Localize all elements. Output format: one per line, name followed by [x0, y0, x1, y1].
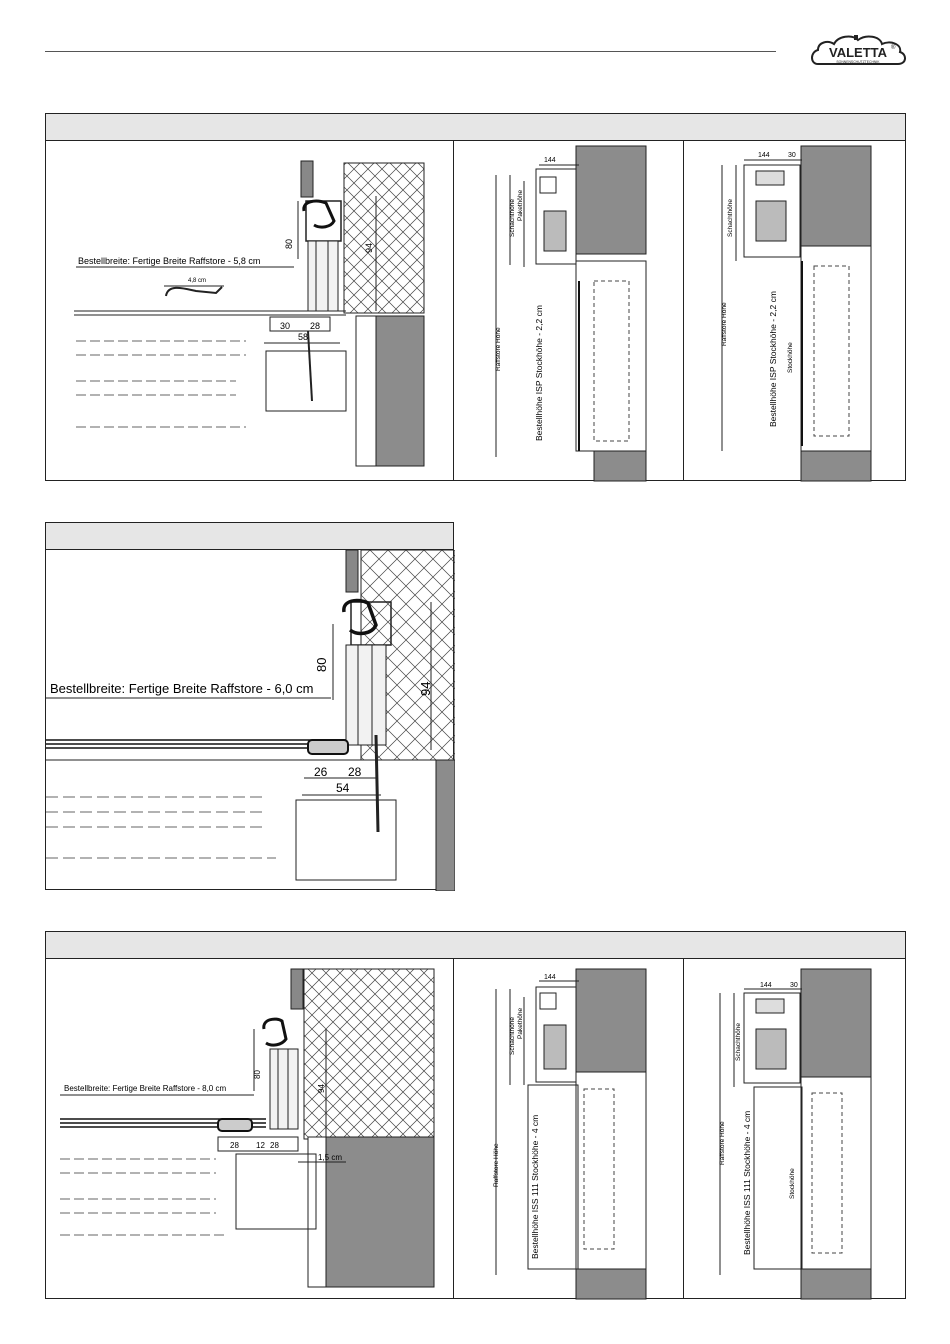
section3-detail-panel	[45, 958, 454, 1299]
s1-dim-48cm: 4,8 cm	[188, 278, 207, 284]
s1a-pakethoehe: Pakethöhe	[517, 189, 524, 221]
s2-order-width: Bestellbreite: Fertige Breite Raffstore - 6,0 cm	[50, 681, 314, 696]
s1b-raffstore-hoehe: Raffstore Höhe	[721, 302, 728, 346]
s3a-bestellhoehe: Bestellhöhe ISS 111 Stockhöhe - 4 cm	[530, 1114, 540, 1259]
s1b-bestellhoehe: Bestellhöhe ISP Stockhöhe - 2,2 cm	[768, 291, 778, 427]
section2-detail-panel	[45, 549, 454, 890]
s1a-bestellhoehe: Bestellhöhe ISP Stockhöhe - 2,2 cm	[534, 305, 544, 441]
s2-dim-26: 26	[314, 765, 328, 779]
s2-dim-80: 80	[314, 657, 329, 672]
s1b-dim-144: 144	[758, 152, 770, 159]
s3-dim-15cm: 1,5 cm	[318, 1153, 343, 1162]
s3b-bestellhoehe: Bestellhöhe ISS 111 Stockhöhe - 4 cm	[742, 1110, 752, 1255]
s3-order-width: Bestellbreite: Fertige Breite Raffstore - 8,0 cm	[64, 1084, 227, 1093]
logo-registered: ®	[891, 45, 896, 51]
section1-detail-panel	[45, 140, 454, 481]
s2-dim-94: 94	[418, 681, 433, 696]
s3-dim-28: 28	[230, 1141, 239, 1150]
s3a-schachthoehe: Schachthöhe	[509, 1017, 516, 1055]
s3b-raffstore-hoehe: Raffstore Höhe	[719, 1121, 726, 1165]
s3a-dim-144: 144	[544, 974, 556, 981]
s3a-pakethoehe: Pakethöhe	[517, 1007, 524, 1039]
s3-dim-12: 12	[256, 1141, 265, 1150]
s3b-dim-144: 144	[760, 982, 772, 989]
s3b-stockhoehe: Stockhöhe	[789, 1168, 796, 1199]
s1-dim-58: 58	[298, 332, 309, 342]
s2-dim-28: 28	[348, 765, 362, 779]
logo-tagline: SONNENSCHUTZTECHNIK	[836, 60, 880, 64]
s1a-dim-144: 144	[544, 157, 556, 164]
header-rule	[45, 51, 776, 52]
s1a-schachthoehe: Schachthöhe	[509, 199, 516, 237]
section3-header-bar	[45, 931, 906, 959]
section1-elevation-a-panel	[453, 140, 684, 481]
s1b-schachthoehe: Schachthöhe	[727, 199, 734, 237]
s3-dim-80: 80	[253, 1070, 262, 1079]
s3-dim-28b: 28	[270, 1141, 279, 1150]
s1a-raffstore-hoehe: Raffstore Höhe	[495, 327, 502, 371]
s3b-dim-30: 30	[790, 982, 798, 989]
section3-elevation-b-panel	[683, 958, 906, 1299]
s3-dim-94: 94	[317, 1084, 326, 1093]
s3b-schachthoehe: Schachthöhe	[735, 1023, 742, 1061]
section1-elevation-b-panel	[683, 140, 906, 481]
s1-dim-30: 30	[280, 321, 291, 331]
s3a-raffstore-hoehe: Raffstore Höhe	[493, 1143, 500, 1187]
logo-brand: VALETTA	[828, 45, 888, 60]
section2-header-bar	[45, 522, 454, 550]
s1-dim-80: 80	[284, 238, 294, 249]
valetta-logo	[808, 34, 908, 74]
section1-header-bar	[45, 113, 906, 141]
s2-dim-54: 54	[336, 781, 350, 795]
s1b-dim-30: 30	[788, 152, 796, 159]
section3-elevation-a-panel	[453, 958, 684, 1299]
s1-order-width: Bestellbreite: Fertige Breite Raffstore - 5,8 cm	[78, 256, 261, 266]
s1-dim-28: 28	[310, 321, 321, 331]
s1b-stockhoehe: Stockhöhe	[787, 342, 794, 373]
s1-dim-94: 94	[364, 242, 374, 253]
